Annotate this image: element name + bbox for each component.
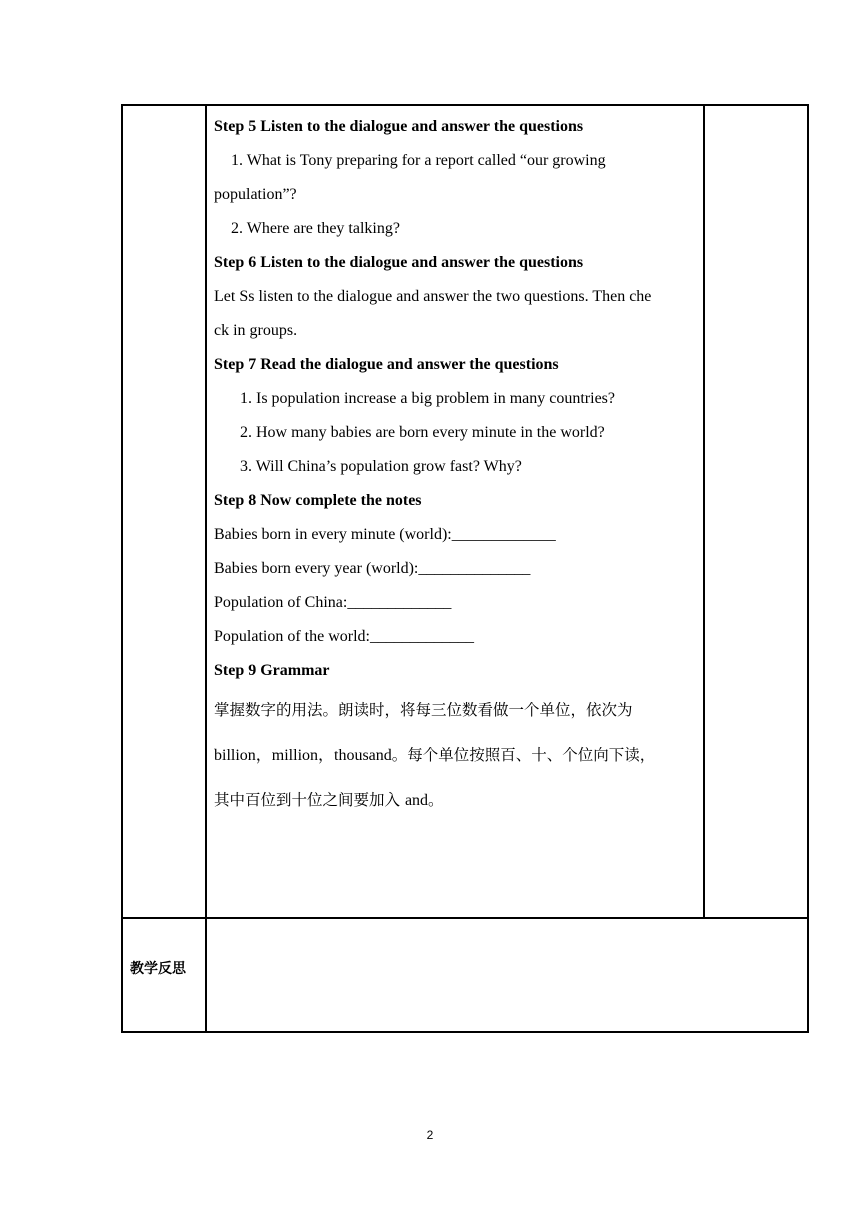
step5-question-2: 2. Where are they talking?: [231, 220, 400, 237]
table-top-border: [121, 104, 809, 106]
table-notes-column-divider: [703, 104, 705, 919]
step7-question-1: 1. Is population increase a big problem in many countries?: [240, 390, 616, 407]
step7-question-3: 3. Will China’s population grow fast? Why?: [240, 458, 522, 475]
table-right-border: [807, 104, 809, 1033]
number-units: billion，million，thousand: [214, 747, 392, 764]
step7-heading: Step 7 Read the dialogue and answer the questions: [214, 356, 559, 373]
step6-text-cont: ck in groups.: [214, 322, 298, 339]
table-bottom-border: [121, 1031, 809, 1033]
step5-heading: Step 5 Listen to the dialogue and answer the questions: [214, 118, 584, 135]
step8-heading: Step 8 Now complete the notes: [214, 492, 422, 509]
step7-question-2: 2. How many babies are born every minute in the world?: [240, 424, 605, 441]
page-number: 2: [426, 1128, 434, 1142]
step9-grammar-line-2: [214, 733, 699, 778]
procedure-cell: [214, 110, 699, 823]
reflection-label: 教学反思: [130, 961, 186, 977]
step8-note-1: Babies born in every minute (world):_____________: [214, 526, 556, 543]
step9-grammar-line-3-end: 。: [428, 791, 444, 809]
step9-grammar-line-3-zh: 其中百位到十位之间要加入: [214, 791, 405, 809]
step8-note-2: Babies born every year (world):______________: [214, 560, 531, 577]
table-row-divider: [121, 917, 809, 919]
step8-note-3: Population of China:_____________: [214, 594, 452, 611]
step5-question-1: 1. What is Tony preparing for a report called “our growing: [231, 152, 606, 169]
step6-heading: Step 6 Listen to the dialogue and answer the questions: [214, 254, 584, 271]
step9-heading: Step 9 Grammar: [214, 662, 330, 679]
step5-question-1-cont: population”?: [214, 186, 297, 203]
step9-grammar-line-3: [214, 778, 699, 823]
table-label-column-divider: [205, 104, 207, 1033]
step6-text: Let Ss listen to the dialogue and answer the two questions. Then che: [214, 288, 652, 305]
step9-grammar-line-1: 掌握数字的用法。朗读时，将每三位数看做一个单位，依次为: [214, 701, 633, 719]
and-word: and: [404, 792, 429, 809]
table-left-border: [121, 104, 123, 1033]
step8-note-4: Population of the world:_____________: [214, 628, 474, 645]
step9-grammar-line-2-zh: 。每个单位按照百、十、个位向下读，: [391, 746, 656, 764]
